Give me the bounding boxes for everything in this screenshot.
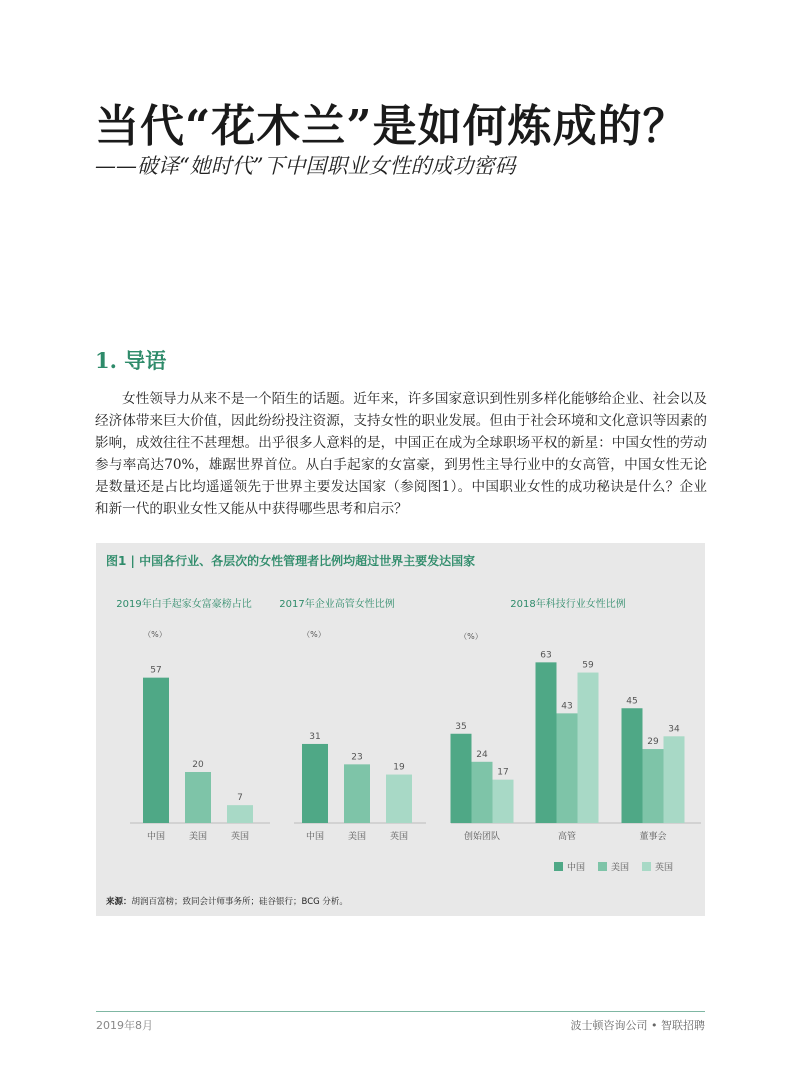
bar [664,736,685,823]
chart-title: 2019年白手起家女富豪榜占比 [116,599,252,610]
data-label: 23 [351,752,363,763]
figure-source [106,895,348,907]
figure-title: 图1 | 中国各行业、各层次的女性管理者比例均超过世界主要发达国家 [106,554,476,568]
data-label: 59 [582,660,594,671]
bar [386,775,412,823]
bar [344,764,370,823]
bar [227,805,253,823]
bar [643,749,664,823]
source-text: 胡润百富榜；致同会计师事务所；硅谷银行；BCG 分析。 [131,897,348,907]
footer-divider [96,1011,705,1012]
page-title: 当代“花木兰”是如何炼成的？ [95,101,688,152]
bar [557,713,578,823]
legend-swatch [554,862,563,871]
tick-label: 高管 [557,832,577,842]
data-label: 45 [626,696,638,707]
chart-title: 2017年企业高管女性比例 [279,599,395,610]
unit-label: （%） [302,630,326,639]
data-label: 35 [455,721,467,732]
legend-label: 中国 [567,863,586,873]
legend-swatch [642,862,651,871]
section-heading: 1. 导语 [95,348,167,373]
data-label: 31 [309,731,321,742]
unit-label: （%） [459,632,483,641]
tick-label: 创始团队 [463,832,501,842]
data-label: 7 [237,793,243,804]
chart-title: 2018年科技行业女性比例 [510,599,626,610]
tick-label: 中国 [305,832,325,842]
legend-swatch [598,862,607,871]
tick-label: 英国 [389,832,409,842]
data-label: 34 [668,724,680,735]
footer-date: 2019年8月 [96,1019,153,1032]
bar [185,772,211,823]
bar [451,734,472,823]
bar [472,762,493,823]
tick-label: 美国 [188,832,208,842]
data-label: 20 [192,760,204,770]
bar [143,678,169,823]
unit-label: （%） [143,630,167,639]
figure-charts [96,543,705,916]
bar [302,744,328,823]
figure-1 [96,543,705,916]
tick-label: 美国 [347,832,367,842]
legend-label: 英国 [655,863,674,873]
bar [536,662,557,823]
source-label: 来源： [106,897,132,907]
intro-paragraph: 女性领导力从来不是一个陌生的话题。近年来，许多国家意识到性别多样化能够给企业、社会以及经济体带来巨大价值，因此纷纷投注资源，支持女性的职业发展。但由于社会环境和文化意识等因素的影响，成效往往不甚理想。出乎很多人意料的是，中国正在成为全球职场平权的新星：中国女性的劳动参与率高达70%，雄踞世界首位。从白手起家的女富豪，到男性主导行业中的女高管，中国女性无论是数量还是占比均遥遥领先于世界主要发达国家（参阅图1）。中国职业女性的成功秘诀是什么？企业和新一代的职业女性又能从中获得哪些思考和启示？ [95,391,707,517]
bar [493,780,514,823]
bar [622,708,643,823]
page-subtitle: ——破译“她时代”下中国职业女性的成功密码 [95,154,516,178]
data-label: 63 [540,650,552,661]
data-label: 17 [497,767,509,778]
data-label: 19 [393,762,405,773]
data-label: 29 [647,737,659,748]
data-label: 57 [150,665,162,676]
tick-label: 中国 [146,832,166,842]
tick-label: 英国 [230,832,250,842]
tick-label: 董事会 [639,832,667,842]
footer-publisher: 波士顿咨询公司 • 智联招聘 [570,1019,705,1032]
data-label: 24 [476,749,488,760]
bar [578,673,599,823]
data-label: 43 [561,701,573,712]
legend-label: 美国 [611,863,630,873]
